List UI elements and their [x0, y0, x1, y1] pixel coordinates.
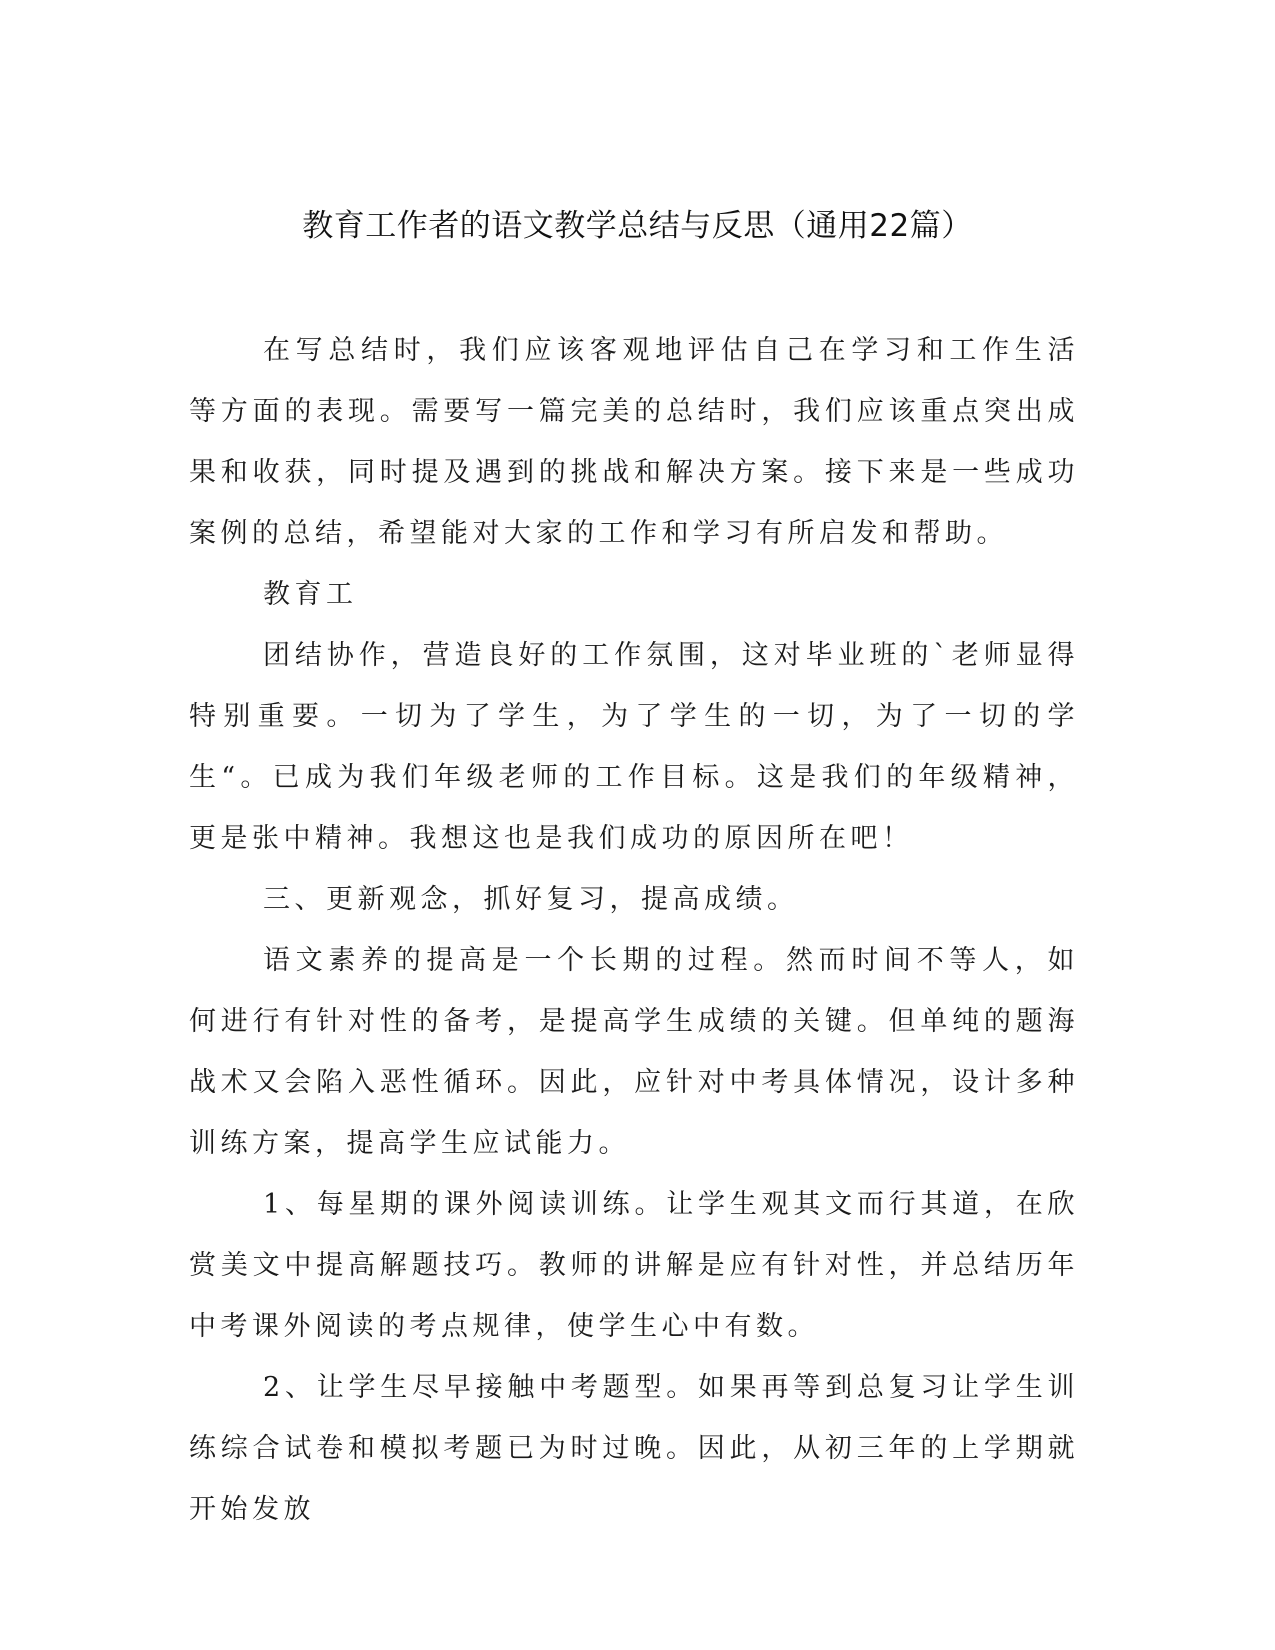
paragraph-intro: 在写总结时，我们应该客观地评估自己在学习和工作生活等方面的表现。需要写一篇完美的总结时，我们应该重点突出成果和收获，同时提及遇到的挑战和解决方案。接下来是一些成功案例的总结，希望能对大家的工作和学习有所启发和帮助。 [189, 335, 1079, 549]
document-title: 教育工作者的语文教学总结与反思（通用22篇） [302, 208, 973, 244]
paragraph-teamwork: 团结协作，营造良好的工作氛围，这对毕业班的`老师显得特别重要。一切为了学生，为了学生的一切，为了一切的学生“。已成为我们年级老师的工作目标。这是我们的年级精神，更是张中精神。我想这也是我们成功的原因所在吧！ [189, 640, 1079, 854]
paragraph-literacy: 语文素养的提高是一个长期的过程。然而时间不等人，如何进行有针对性的备考，是提高学生成绩的关键。但单纯的题海战术又会陷入恶性循环。因此，应针对中考具体情况，设计多种训练方案，提高学生应试能力。 [189, 945, 1079, 1159]
paragraph-heading-fragment: 教育工 [263, 579, 358, 610]
document-body [189, 320, 1079, 1540]
list-item-1: 1、每星期的课外阅读训练。让学生观其文而行其道，在欣赏美文中提高解题技巧。教师的讲解是应有针对性，并总结历年中考课外阅读的考点规律，使学生心中有数。 [189, 1189, 1079, 1342]
list-item-2: 2、让学生尽早接触中考题型。如果再等到总复习让学生训练综合试卷和模拟考题已为时过晚。因此，从初三年的上学期就开始发放 [189, 1372, 1079, 1525]
section-heading-three: 三、更新观念，抓好复习，提高成绩。 [263, 884, 799, 915]
